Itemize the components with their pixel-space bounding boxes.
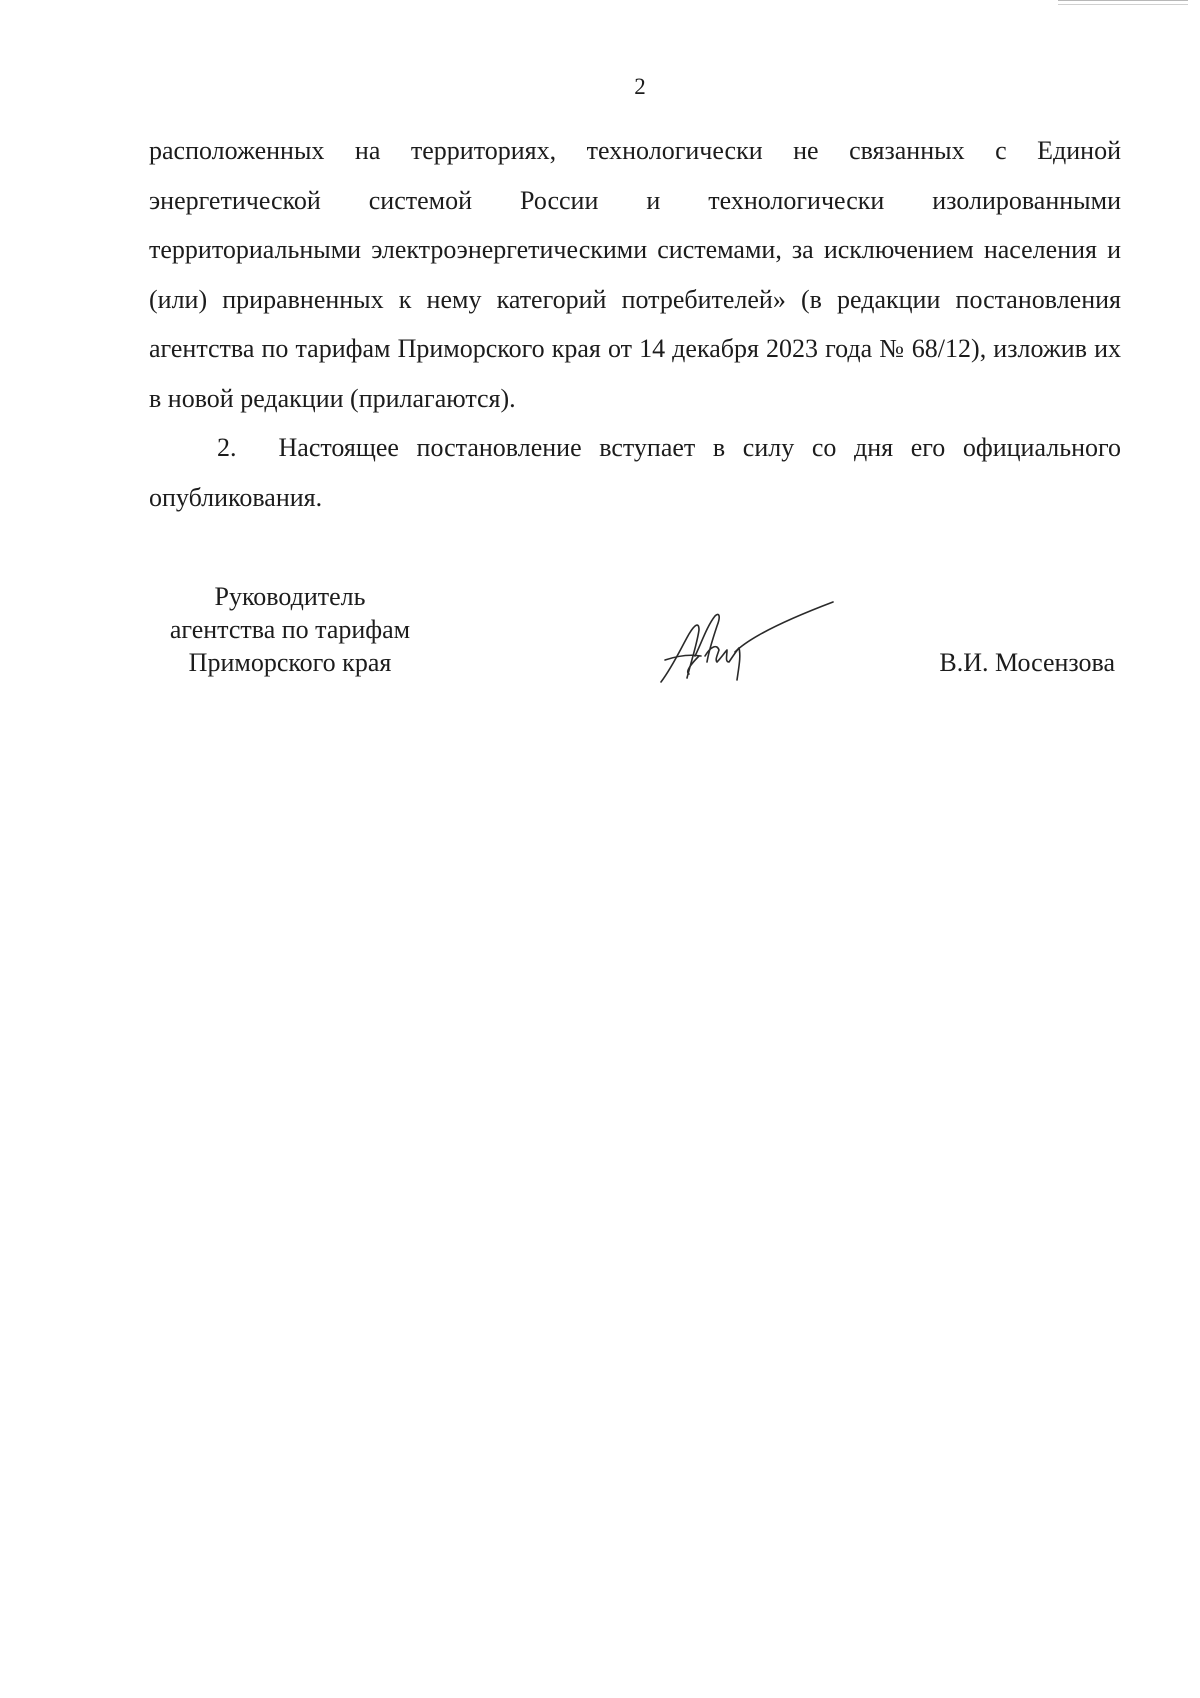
scan-edge-line: [1058, 0, 1188, 5]
paragraph-continuation: расположенных на территориях, технологически не связанных с Единой энергетической системой России и технологически изолированными территориальными электроэнергетическими системами, за исключением населения и (или) приравненных к нему категорий потребителей» (в редакции постановления агентства по тарифам Приморского края от 14 декабря 2023 года № 68/12), изложив их в новой редакции (прилагаются).: [149, 136, 1121, 413]
signer-position-line-3: Приморского края: [188, 648, 392, 677]
signer-position: [140, 580, 440, 679]
signer-name: В.И. Мосензова: [939, 648, 1115, 677]
page-number: 2: [634, 74, 646, 99]
signer-position-line-2: агентства по тарифам: [169, 615, 411, 644]
handwritten-signature-icon: [655, 586, 835, 696]
signer-position-line-1: Руководитель: [214, 582, 366, 611]
document-body: [149, 126, 1121, 522]
item-2-number: 2.: [217, 433, 237, 462]
signature-block: [0, 580, 1200, 700]
paragraph-item-2: [149, 423, 1121, 522]
item-2-text: Настоящее постановление вступает в силу со дня его официального опубликования.: [149, 433, 1121, 512]
